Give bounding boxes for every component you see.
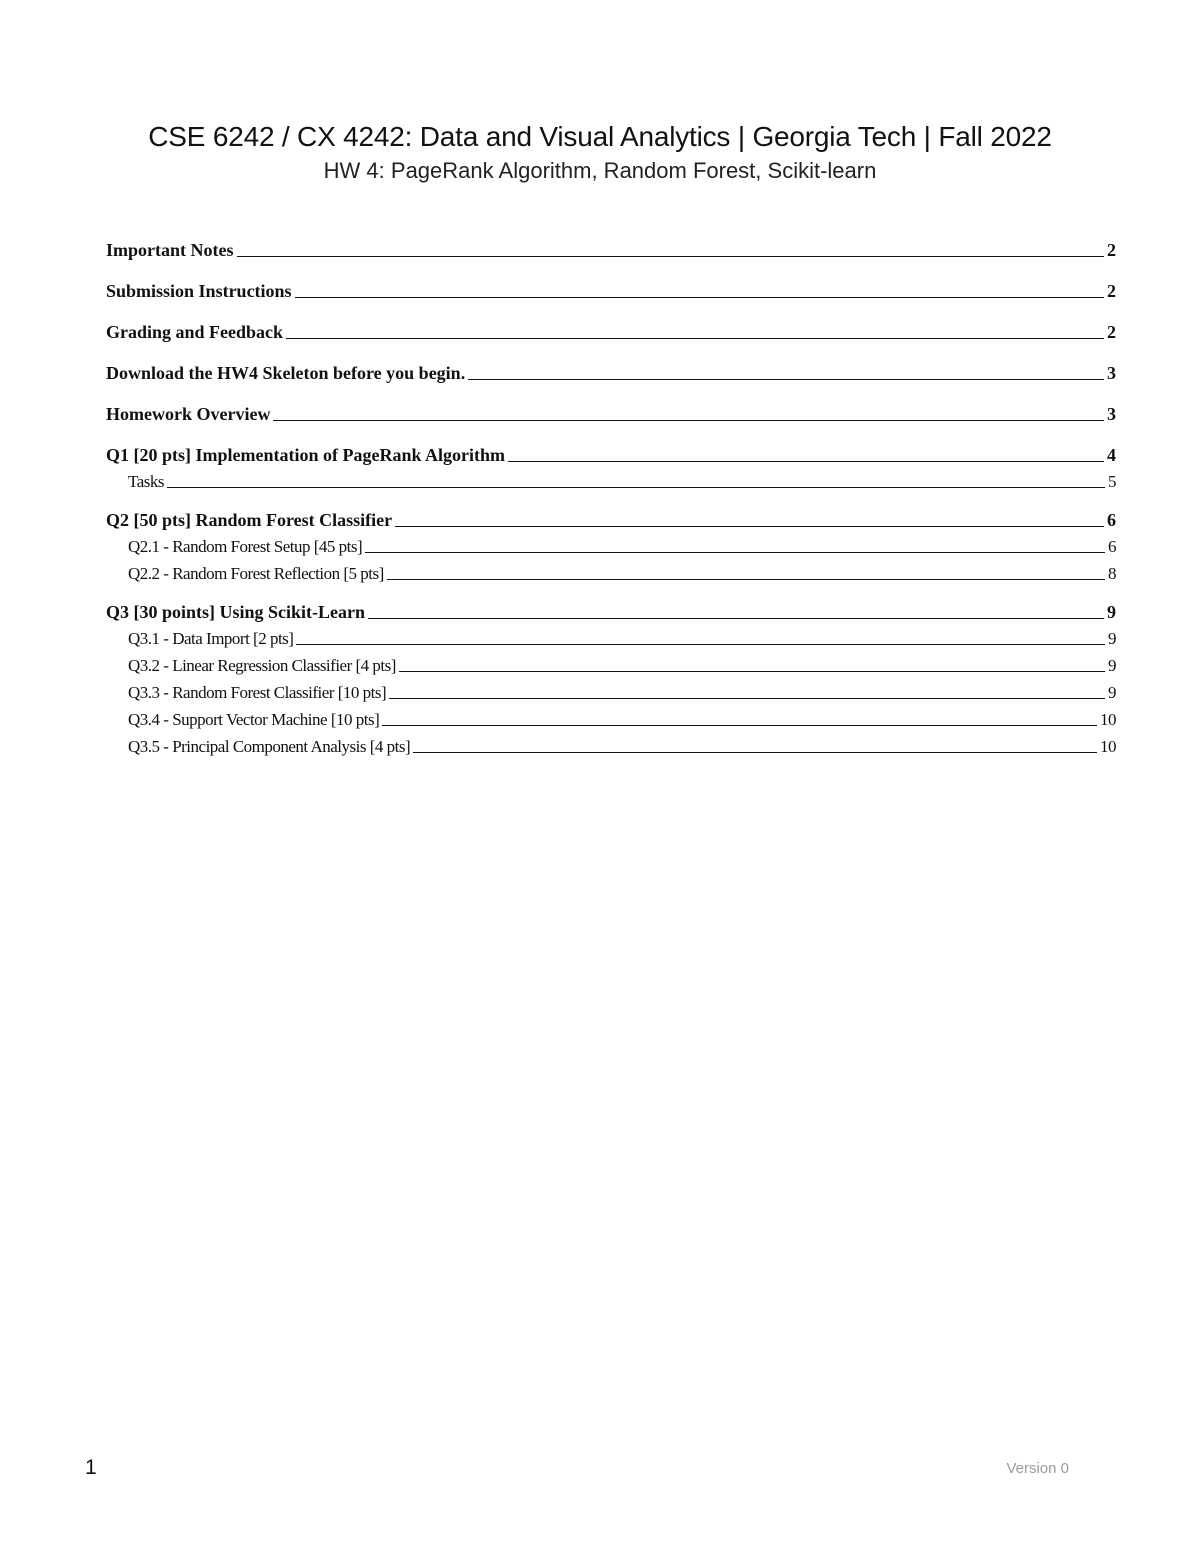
toc-entry-label: Submission Instructions: [106, 281, 292, 301]
toc-entry-label: Q3.3 - Random Forest Classifier [10 pts]: [128, 683, 387, 702]
toc-leader-line: [413, 751, 1097, 753]
toc-entry[interactable]: [106, 683, 1116, 707]
toc-entry-page-number: 9: [1107, 602, 1116, 622]
toc-entry-label: Tasks: [128, 472, 164, 491]
toc-entry[interactable]: [106, 602, 1116, 626]
document-subtitle: HW 4: PageRank Algorithm, Random Forest, Scikit-learn: [323, 158, 877, 183]
toc-leader-line: [167, 486, 1105, 488]
toc-leader-line: [368, 617, 1104, 619]
toc-entry-label: Grading and Feedback: [106, 322, 284, 342]
toc-entry-label: Q2 [50 pts] Random Forest Classifier: [106, 510, 393, 530]
footer-version: Version 0: [1006, 1460, 1069, 1477]
toc-entry-label: Q3.1 - Data Import [2 pts]: [128, 629, 294, 648]
toc-entry-label: Q2.2 - Random Forest Reflection [5 pts]: [128, 564, 384, 583]
toc-leader-line: [286, 337, 1104, 339]
toc-entry[interactable]: [106, 510, 1116, 534]
toc-entry[interactable]: [106, 737, 1116, 761]
toc-entry-page-number: 6: [1108, 537, 1116, 556]
footer-page-number: 1: [85, 1456, 97, 1479]
table-of-contents: [106, 240, 1116, 775]
toc-entry-label: Q1 [20 pts] Implementation of PageRank Algorithm: [106, 445, 505, 465]
toc-entry-page-number: 8: [1108, 564, 1116, 583]
toc-entry-page-number: 5: [1108, 472, 1116, 491]
toc-entry-label: Q3.2 - Linear Regression Classifier [4 pts]: [128, 656, 396, 675]
toc-entry-page-number: 2: [1107, 240, 1116, 260]
toc-entry-label: Q3 [30 points] Using Scikit-Learn: [106, 602, 366, 622]
toc-leader-line: [296, 643, 1105, 645]
toc-entry[interactable]: [106, 710, 1116, 734]
toc-leader-line: [468, 378, 1104, 380]
toc-entry-label: Q2.1 - Random Forest Setup [45 pts]: [128, 537, 363, 556]
toc-entry[interactable]: [106, 629, 1116, 653]
toc-leader-line: [395, 525, 1104, 527]
toc-leader-line: [295, 296, 1104, 298]
toc-entry[interactable]: [106, 281, 1116, 305]
toc-entry[interactable]: [106, 404, 1116, 428]
toc-entry[interactable]: [106, 240, 1116, 264]
toc-entry-page-number: 6: [1107, 510, 1116, 530]
document-title: CSE 6242 / CX 4242: Data and Visual Analytics | Georgia Tech | Fall 2022: [148, 121, 1052, 152]
toc-entry-page-number: 9: [1108, 656, 1116, 675]
toc-entry[interactable]: [106, 472, 1116, 496]
toc-leader-line: [273, 419, 1104, 421]
toc-entry-label: Q3.5 - Principal Component Analysis [4 pts]: [128, 737, 411, 756]
toc-entry[interactable]: [106, 656, 1116, 680]
toc-entry-page-number: 9: [1108, 629, 1116, 648]
toc-entry[interactable]: [106, 363, 1116, 387]
toc-entry[interactable]: [106, 564, 1116, 588]
toc-entry-label: Download the HW4 Skeleton before you begin.: [106, 363, 466, 383]
toc-leader-line: [365, 551, 1105, 553]
toc-entry[interactable]: [106, 537, 1116, 561]
toc-leader-line: [399, 670, 1105, 672]
toc-leader-line: [387, 578, 1105, 580]
toc-entry-label: Homework Overview: [106, 404, 271, 424]
toc-leader-line: [389, 697, 1105, 699]
toc-leader-line: [508, 460, 1104, 462]
toc-entry[interactable]: [106, 445, 1116, 469]
toc-entry-page-number: 9: [1108, 683, 1116, 702]
toc-entry-page-number: 3: [1107, 363, 1116, 383]
toc-entry-label: Q3.4 - Support Vector Machine [10 pts]: [128, 710, 380, 729]
toc-entry-page-number: 2: [1107, 322, 1116, 342]
toc-leader-line: [237, 255, 1105, 257]
toc-entry-page-number: 3: [1107, 404, 1116, 424]
toc-entry-page-number: 10: [1100, 710, 1116, 729]
toc-entry-page-number: 2: [1107, 281, 1116, 301]
toc-entry-label: Important Notes: [106, 240, 234, 260]
toc-entry-page-number: 4: [1107, 445, 1116, 465]
toc-entry-page-number: 10: [1100, 737, 1116, 756]
toc-entry[interactable]: [106, 322, 1116, 346]
title-block: [0, 118, 1200, 186]
toc-leader-line: [382, 724, 1097, 726]
